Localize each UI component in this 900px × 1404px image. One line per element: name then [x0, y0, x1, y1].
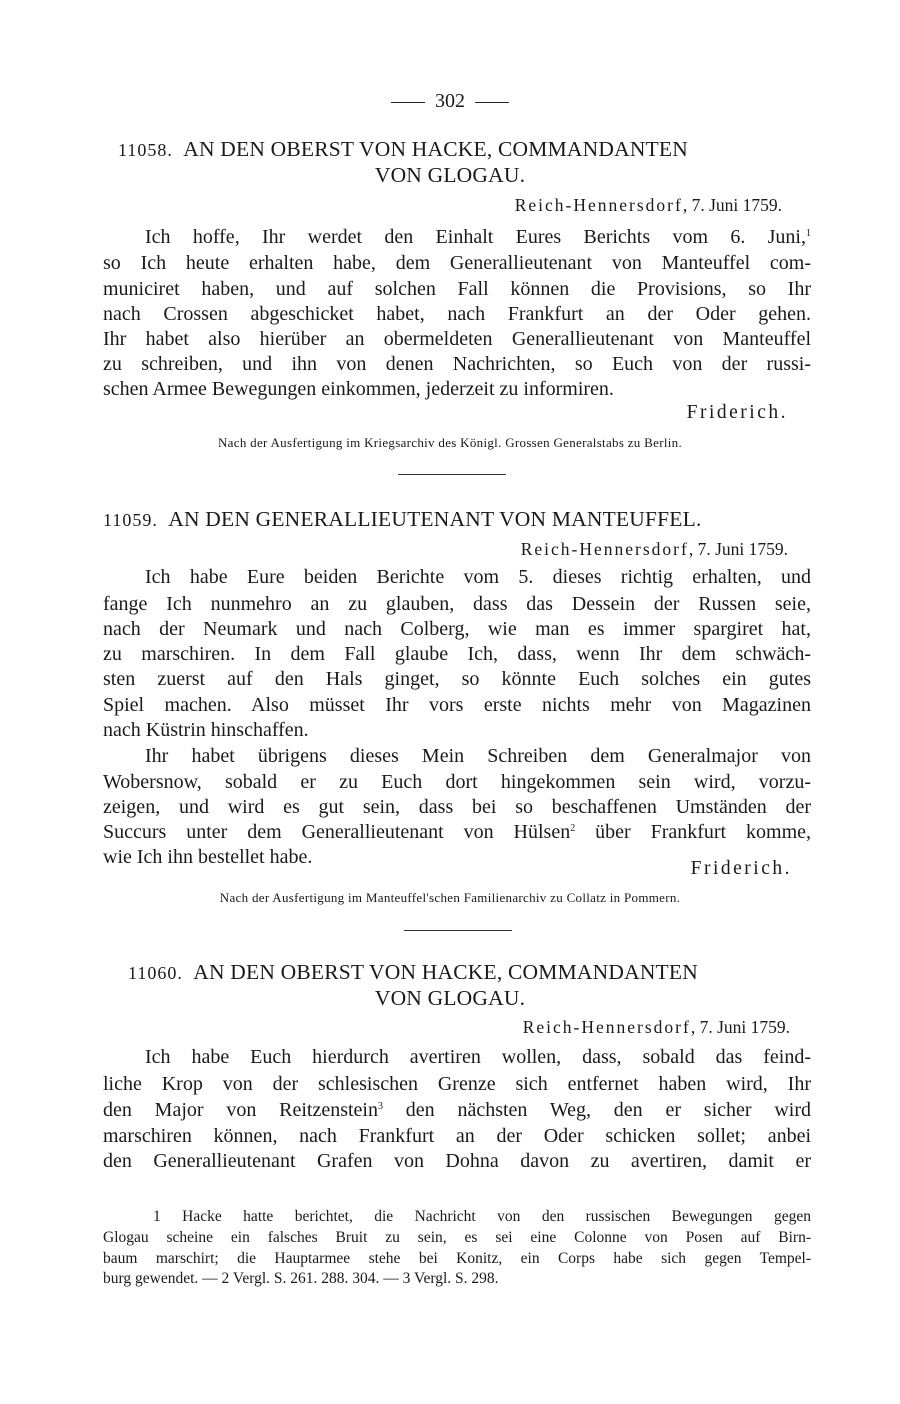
letter-heading	[103, 507, 702, 532]
letter-place: Reich-Hennersdorf	[520, 539, 689, 559]
letter-text-line: den Major von Reitzenstein$^3$ den nächsten Weg, den er sicher wird	[103, 1099, 811, 1121]
letter-text-line: zeigen, und wird es gut sein, dass bei so beschaffenen Umständen der	[103, 796, 811, 818]
footnote-line: Glogau scheine ein falsches Bruit zu sein, es sei eine Colonne von Posen auf Birn-	[103, 1229, 811, 1246]
letter-text-line: wie Ich ihn bestellet habe.	[103, 846, 313, 868]
letter-dateline	[521, 539, 788, 560]
letter-date: , 7. Juni 1759.	[690, 1017, 790, 1037]
letter-heading	[128, 960, 698, 985]
letter-text-line: liche Krop von der schlesischen Grenze sich entfernet haben wird, Ihr	[103, 1073, 811, 1095]
letter-heading	[118, 137, 688, 162]
letter-text-line: fange Ich nunmehro an zu glauben, dass das Dessein der Russen seie,	[103, 593, 811, 615]
letter-text-line: den Generallieutenant Grafen von Dohna davon zu avertiren, damit er	[103, 1150, 811, 1172]
footnote-ref: 1	[806, 228, 811, 239]
letter-text-line: marschiren können, nach Frankfurt an der Oder schicken sollet; anbei	[103, 1125, 811, 1147]
letter-text-line: Ich habe Eure beiden Berichte vom 5. dieses richtig erhalten, und	[145, 566, 811, 588]
letter-number: 11058.	[118, 140, 173, 160]
letter-text-line: Spiel machen. Also müsset Ihr vors erste nichts mehr von Magazinen	[103, 694, 811, 716]
letter-text-line: Ich habe Euch hierdurch avertiren wollen, dass, sobald das feind-	[145, 1046, 811, 1068]
source-note: Nach der Ausfertigung im Kriegsarchiv des Königl. Grossen Generalstabs zu Berlin.	[217, 435, 683, 450]
page-number-dash-right	[475, 102, 509, 103]
letter-place: Reich-Hennersdorf	[522, 1017, 691, 1037]
letter-title: AN DEN GENERALLIEUTENANT VON MANTEUFFEL.	[168, 507, 702, 531]
letter-text-line: Ihr habet also hierüber an obermeldeten Generallieutenant von Manteuffel	[103, 328, 811, 350]
footnote-line: baum marschirt; die Hauptarmee stehe bei Konitz, ein Corps habe sich gegen Tempel-	[103, 1250, 811, 1267]
letter-dateline	[515, 195, 782, 216]
page-number-dash-left	[391, 102, 425, 103]
letter-title: AN DEN OBERST VON HACKE, COMMANDANTEN	[183, 137, 688, 161]
letter-title: AN DEN OBERST VON HACKE, COMMANDANTEN	[193, 960, 698, 984]
letter-text-line: nach Crossen abgeschicket habet, nach Frankfurt an der Oder gehen.	[103, 303, 811, 325]
letter-text-line: zu marschiren. In dem Fall glaube Ich, dass, wenn Ihr dem schwäch-	[103, 643, 811, 665]
letter-text-line: zu schreiben, und ihn von denen Nachrichten, so Euch von der russi-	[103, 353, 811, 375]
section-divider	[404, 930, 512, 931]
signature: Friderich.	[690, 858, 792, 879]
letter-title-line2: VON GLOGAU.	[374, 986, 526, 1010]
source-note: Nach der Ausfertigung im Manteuffel'schen Familienarchiv zu Collatz in Pommern.	[219, 890, 681, 905]
footnote-line: 1 Hacke hatte berichtet, die Nachricht von den russischen Bewegungen gegen	[153, 1208, 811, 1225]
letter-text-line: municiret haben, und auf solchen Fall können die Provisions, so Ihr	[103, 278, 811, 300]
letter-date: , 7. Juni 1759.	[688, 539, 788, 559]
letter-text-line: so Ich heute erhalten habe, dem Generallieutenant von Manteuffel com-	[103, 252, 811, 274]
letter-text-line: Ich hoffe, Ihr werdet den Einhalt Eures Berichts vom 6. Juni,$^1$	[145, 226, 811, 248]
letter-number: 11060.	[128, 963, 183, 983]
letter-place: Reich-Hennersdorf	[514, 195, 683, 215]
letter-text-line: Ihr habet übrigens dieses Mein Schreiben dem Generalmajor von	[145, 745, 811, 767]
letter-number: 11059.	[103, 510, 158, 530]
letter-text-line: sten zuerst auf den Hals ginget, so könnte Euch solches ein gutes	[103, 668, 811, 690]
letter-text-line: nach Küstrin hinschaffen.	[103, 719, 309, 741]
letter-text-line: nach der Neumark und nach Colberg, wie man es immer spargiret hat,	[103, 618, 811, 640]
footnote-ref: 3	[377, 1101, 383, 1112]
letter-title-line2: VON GLOGAU.	[374, 163, 526, 187]
letter-text-line: Succurs unter dem Generallieutenant von Hülsen$^2$ über Frankfurt komme,	[103, 821, 812, 843]
section-divider	[398, 474, 506, 475]
page-number-text: 302	[435, 90, 465, 112]
letter-text-line: schen Armee Bewegungen einkommen, jederzeit zu informiren.	[103, 378, 614, 400]
footnote-line: burg gewendet. — 2 Vergl. S. 261. 288. 304. — 3 Vergl. S. 298.	[103, 1270, 499, 1287]
footnote-ref: 2	[570, 823, 576, 834]
signature: Friderich.	[686, 402, 788, 423]
letter-date: , 7. Juni 1759.	[682, 195, 782, 215]
letter-text-line: Wobersnow, sobald er zu Euch dort hingekommen sein wird, vorzu-	[103, 771, 811, 793]
page-number	[0, 90, 900, 113]
letter-dateline	[523, 1017, 790, 1038]
